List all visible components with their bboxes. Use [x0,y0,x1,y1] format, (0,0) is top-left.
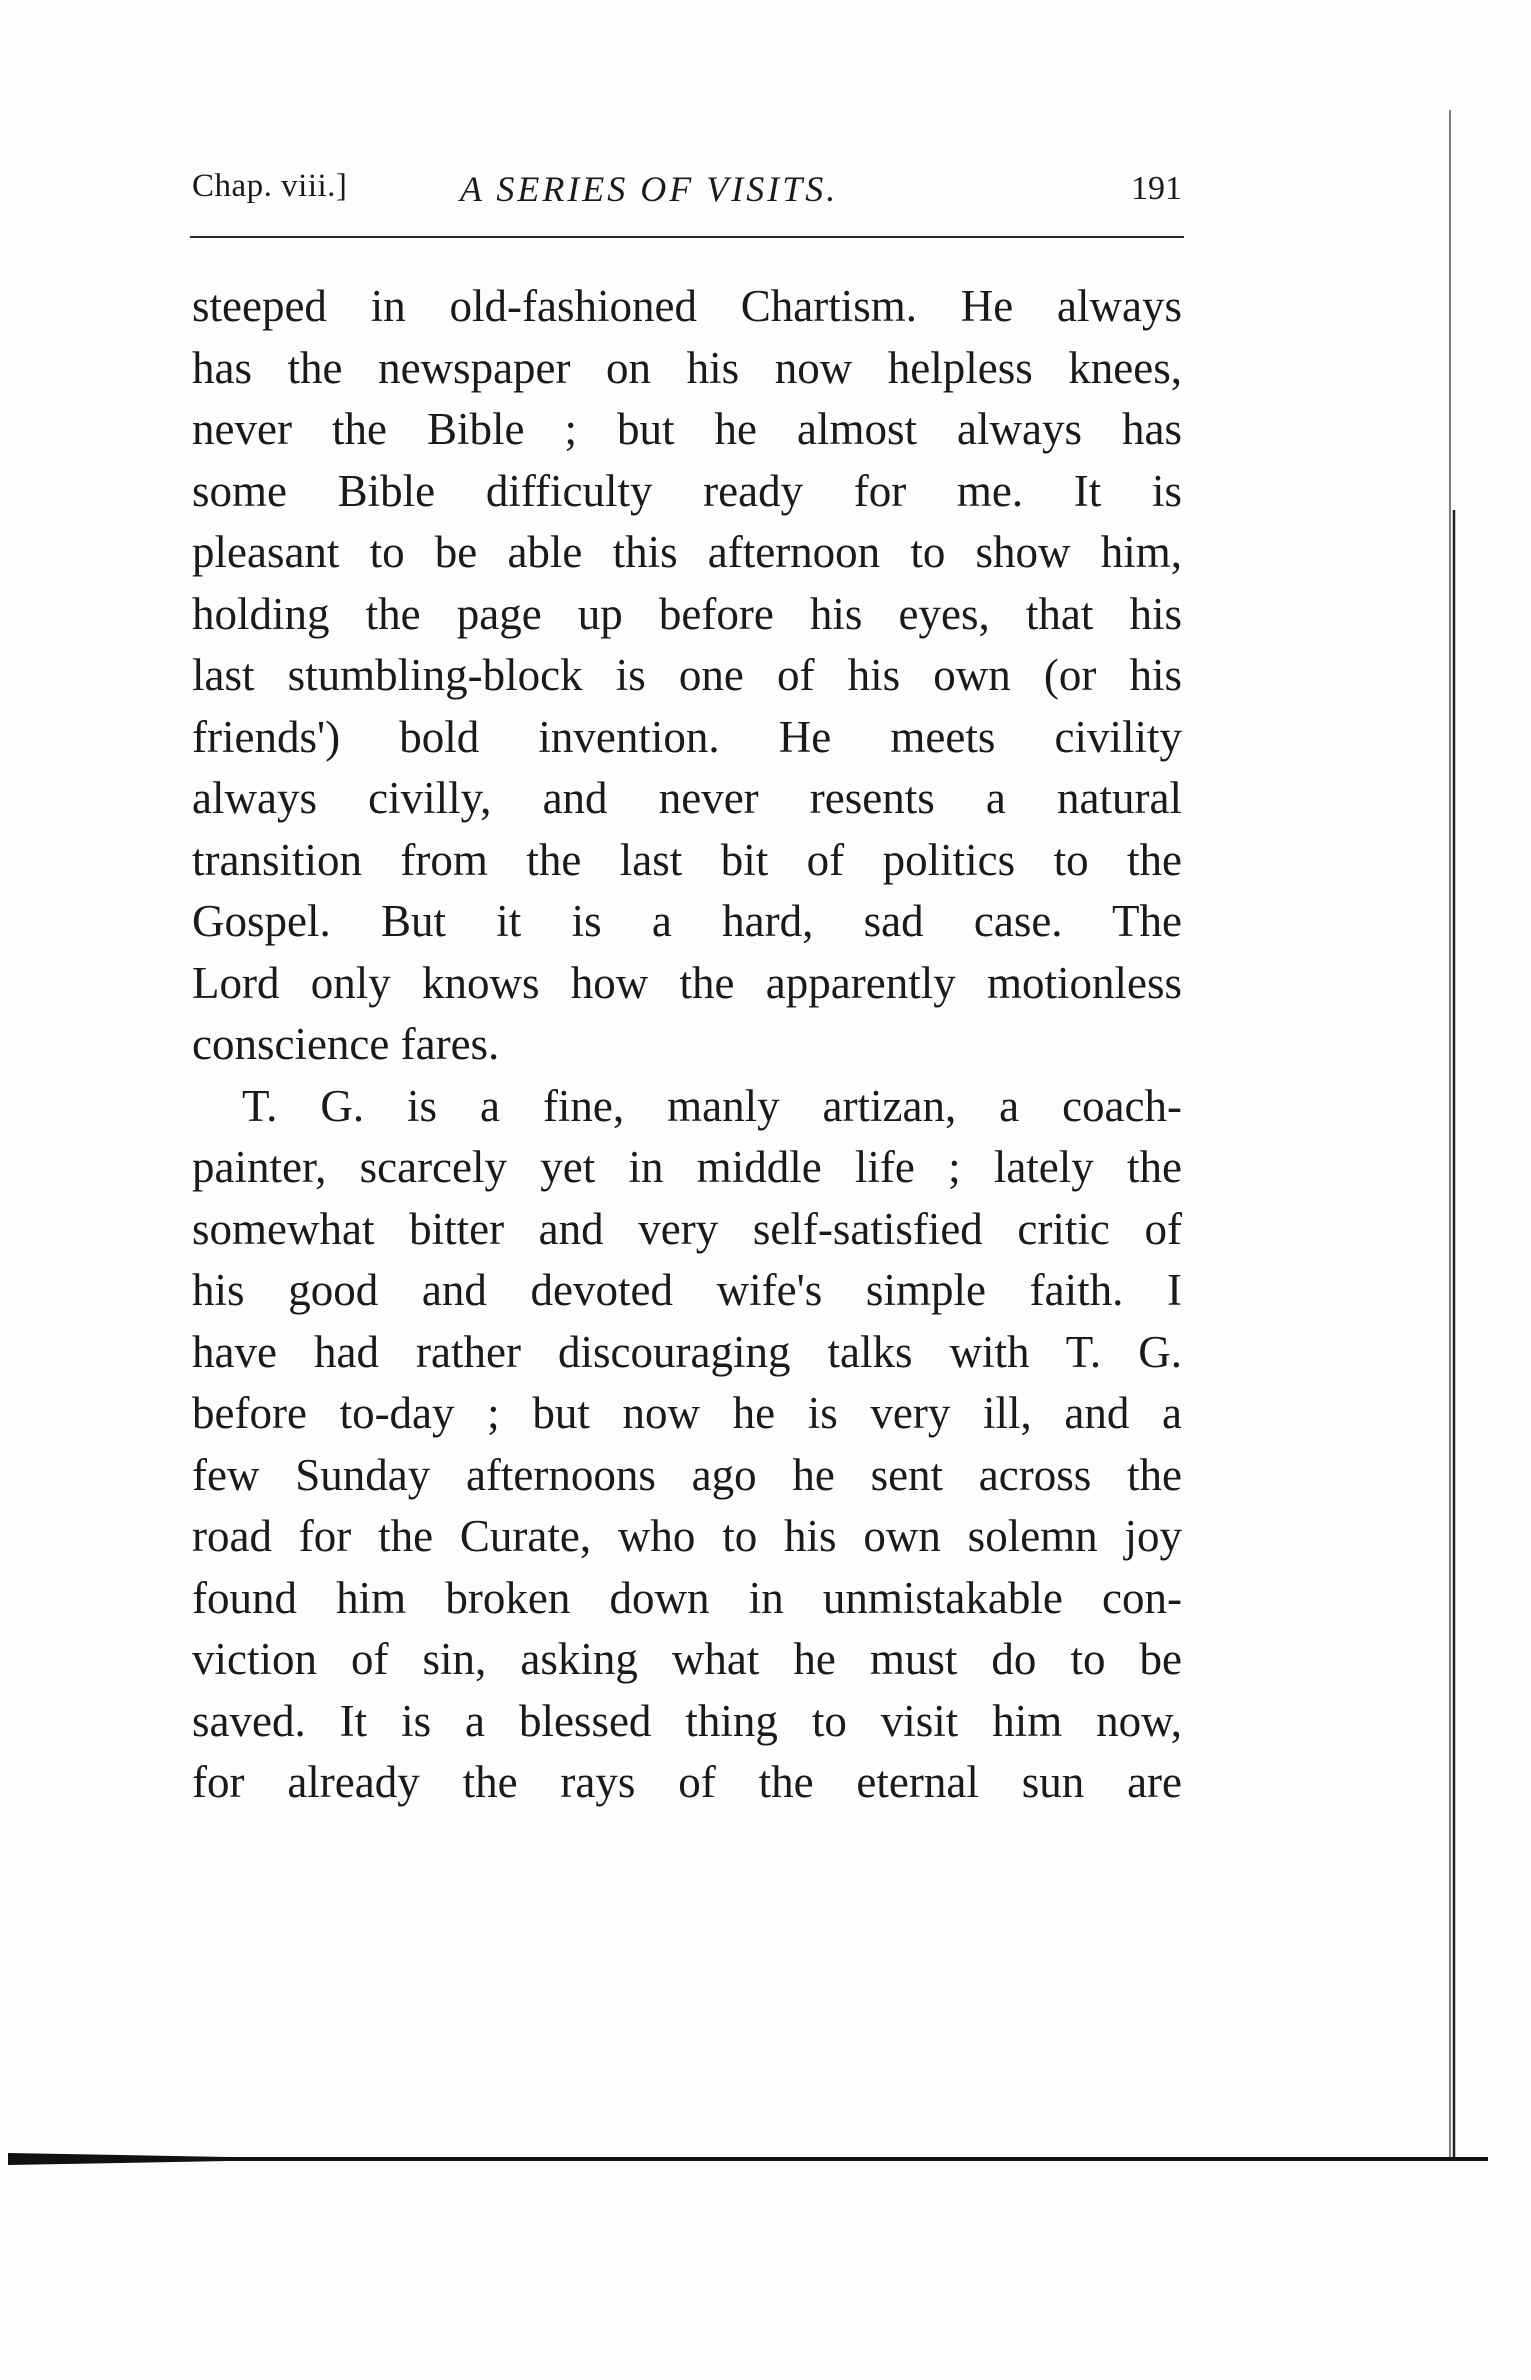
text-line: somewhat bitter and very self-satisfied critic of [192,1203,1182,1254]
text-line: few Sunday afternoons ago he sent across the [192,1449,1182,1500]
text-line: found him broken down in unmistakable con- [192,1572,1182,1623]
page-bottom-edge-shadow [8,2150,1488,2164]
text-line: before to-day ; but now he is very ill, and a [192,1388,1182,1438]
running-header [192,168,1182,216]
page-spine-edge [1448,110,1456,2160]
page-number: 191 [1131,170,1182,207]
text-line: viction of sin, asking what he must do to be [192,1634,1182,1684]
header-rule [190,236,1184,238]
text-line: his good and devoted wife's simple faith. I [192,1265,1182,1315]
text-line: friends') bold invention. He meets civility [192,711,1182,762]
text-line: pleasant to be able this afternoon to show him, [192,527,1182,577]
text-line: has the newspaper on his now helpless knees, [192,342,1182,393]
paragraph-start-line: T. G. is a fine, manly artizan, a coach- [242,1080,1182,1131]
text-line: always civilly, and never resents a natural [192,773,1182,823]
text-line: steeped in old-fashioned Chartism. He always [192,281,1182,331]
chapter-label: Chap. viii.] [192,168,348,204]
text-line: saved. It is a blessed thing to visit him now, [192,1695,1182,1746]
text-line: have had rather discouraging talks with T. G. [192,1326,1182,1377]
running-title: A SERIES OF VISITS. [460,169,839,209]
text-line: holding the page up before his eyes, that his [192,588,1182,639]
text-line: some Bible difficulty ready for me. It is [192,465,1182,516]
text-line: last stumbling-block is one of his own (or his [192,650,1182,700]
text-line: road for the Curate, who to his own solemn joy [192,1511,1182,1561]
text-line: Gospel. But it is a hard, sad case. The [192,896,1182,946]
paragraph-end-line: conscience fares. [192,1019,500,1069]
text-line: Lord only knows how the apparently motionless [192,957,1182,1008]
text-line: never the Bible ; but he almost always has [192,404,1182,454]
text-line: painter, scarcely yet in middle life ; lately the [192,1142,1182,1192]
text-line: for already the rays of the eternal sun are [192,1757,1182,1807]
text-line: transition from the last bit of politics to the [192,834,1182,885]
body-text [192,276,1182,1814]
